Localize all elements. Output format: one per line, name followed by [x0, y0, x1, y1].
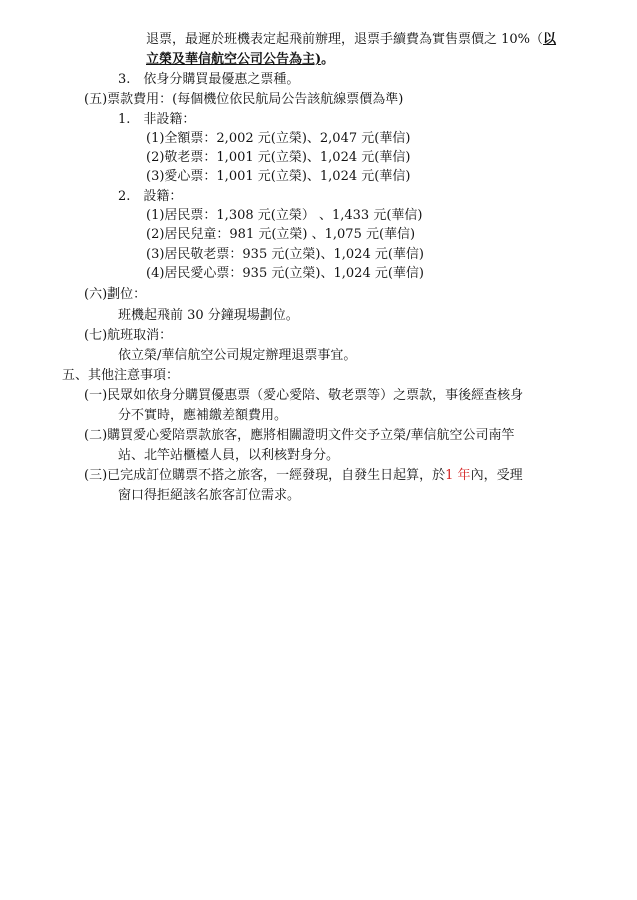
fare-row: (3)愛心票：1,001 元(立榮)、1,024 元(華信) [146, 169, 411, 184]
fare-row: (3)居民敬老票：935 元(立榮)、1,024 元(華信) [146, 247, 424, 262]
note-2-line-2: 站、北竿站櫃檯人員，以利核對身分。 [118, 448, 340, 463]
section-other-notes-heading: 五、其他注意事項： [62, 368, 180, 383]
fare-row: (1)居民票：1,308 元(立榮） 、1,433 元(華信) [146, 208, 423, 223]
seating-text: 班機起飛前 30 分鐘現場劃位。 [118, 308, 299, 323]
item-3-best-fare: 3. 依身分購買最優惠之票種。 [118, 72, 300, 87]
section-cancellation-heading: (七)航班取消： [84, 328, 173, 343]
fare-row: (4)居民愛心票：935 元(立榮)、1,024 元(華信) [146, 266, 424, 281]
note-1-line-2: 分不實時，應補繳差額費用。 [118, 408, 288, 423]
resident-label: 2. 設籍： [118, 189, 183, 204]
fare-row: (2)敬老票：1,001 元(立榮)、1,024 元(華信) [146, 150, 411, 165]
section-seating-heading: (六)劃位： [84, 287, 147, 302]
note-3-line-2: 窗口得拒絕該名旅客訂位需求。 [118, 488, 301, 503]
note-2-line-1: (二)購買愛心愛陪票款旅客，應將相關證明文件交予立榮/華信航空公司南竿 [84, 428, 515, 443]
one-year-highlight: 1 年 [445, 468, 471, 483]
note-1-line-1: (一)民眾如依身分購買優惠票（愛心愛陪、敬老票等）之票款，事後經查核身 [84, 388, 524, 403]
refund-rule-line-2: 立榮及華信航空公司公告為主)。 [146, 52, 335, 67]
fare-row: (2)居民兒童：981 元(立榮) 、1,075 元(華信) [146, 227, 416, 242]
section-fares-heading: (五)票款費用：(每個機位依民航局公告該航線票價為準) [84, 92, 404, 107]
non-resident-label: 1. 非設籍： [118, 112, 196, 127]
note-3-line-1: (三)已完成訂位購票不搭之旅客，一經發現，自發生日起算，於1 年內，受理 [84, 468, 523, 483]
cancellation-text: 依立榮/華信航空公司規定辦理退票事宜。 [118, 348, 357, 363]
refund-rule-line-1: 退票，最遲於班機表定起飛前辦理，退票手續費為實售票價之 10%（以 [146, 32, 557, 47]
fare-row: (1)全額票：2,002 元(立榮)、2,047 元(華信) [146, 131, 411, 146]
